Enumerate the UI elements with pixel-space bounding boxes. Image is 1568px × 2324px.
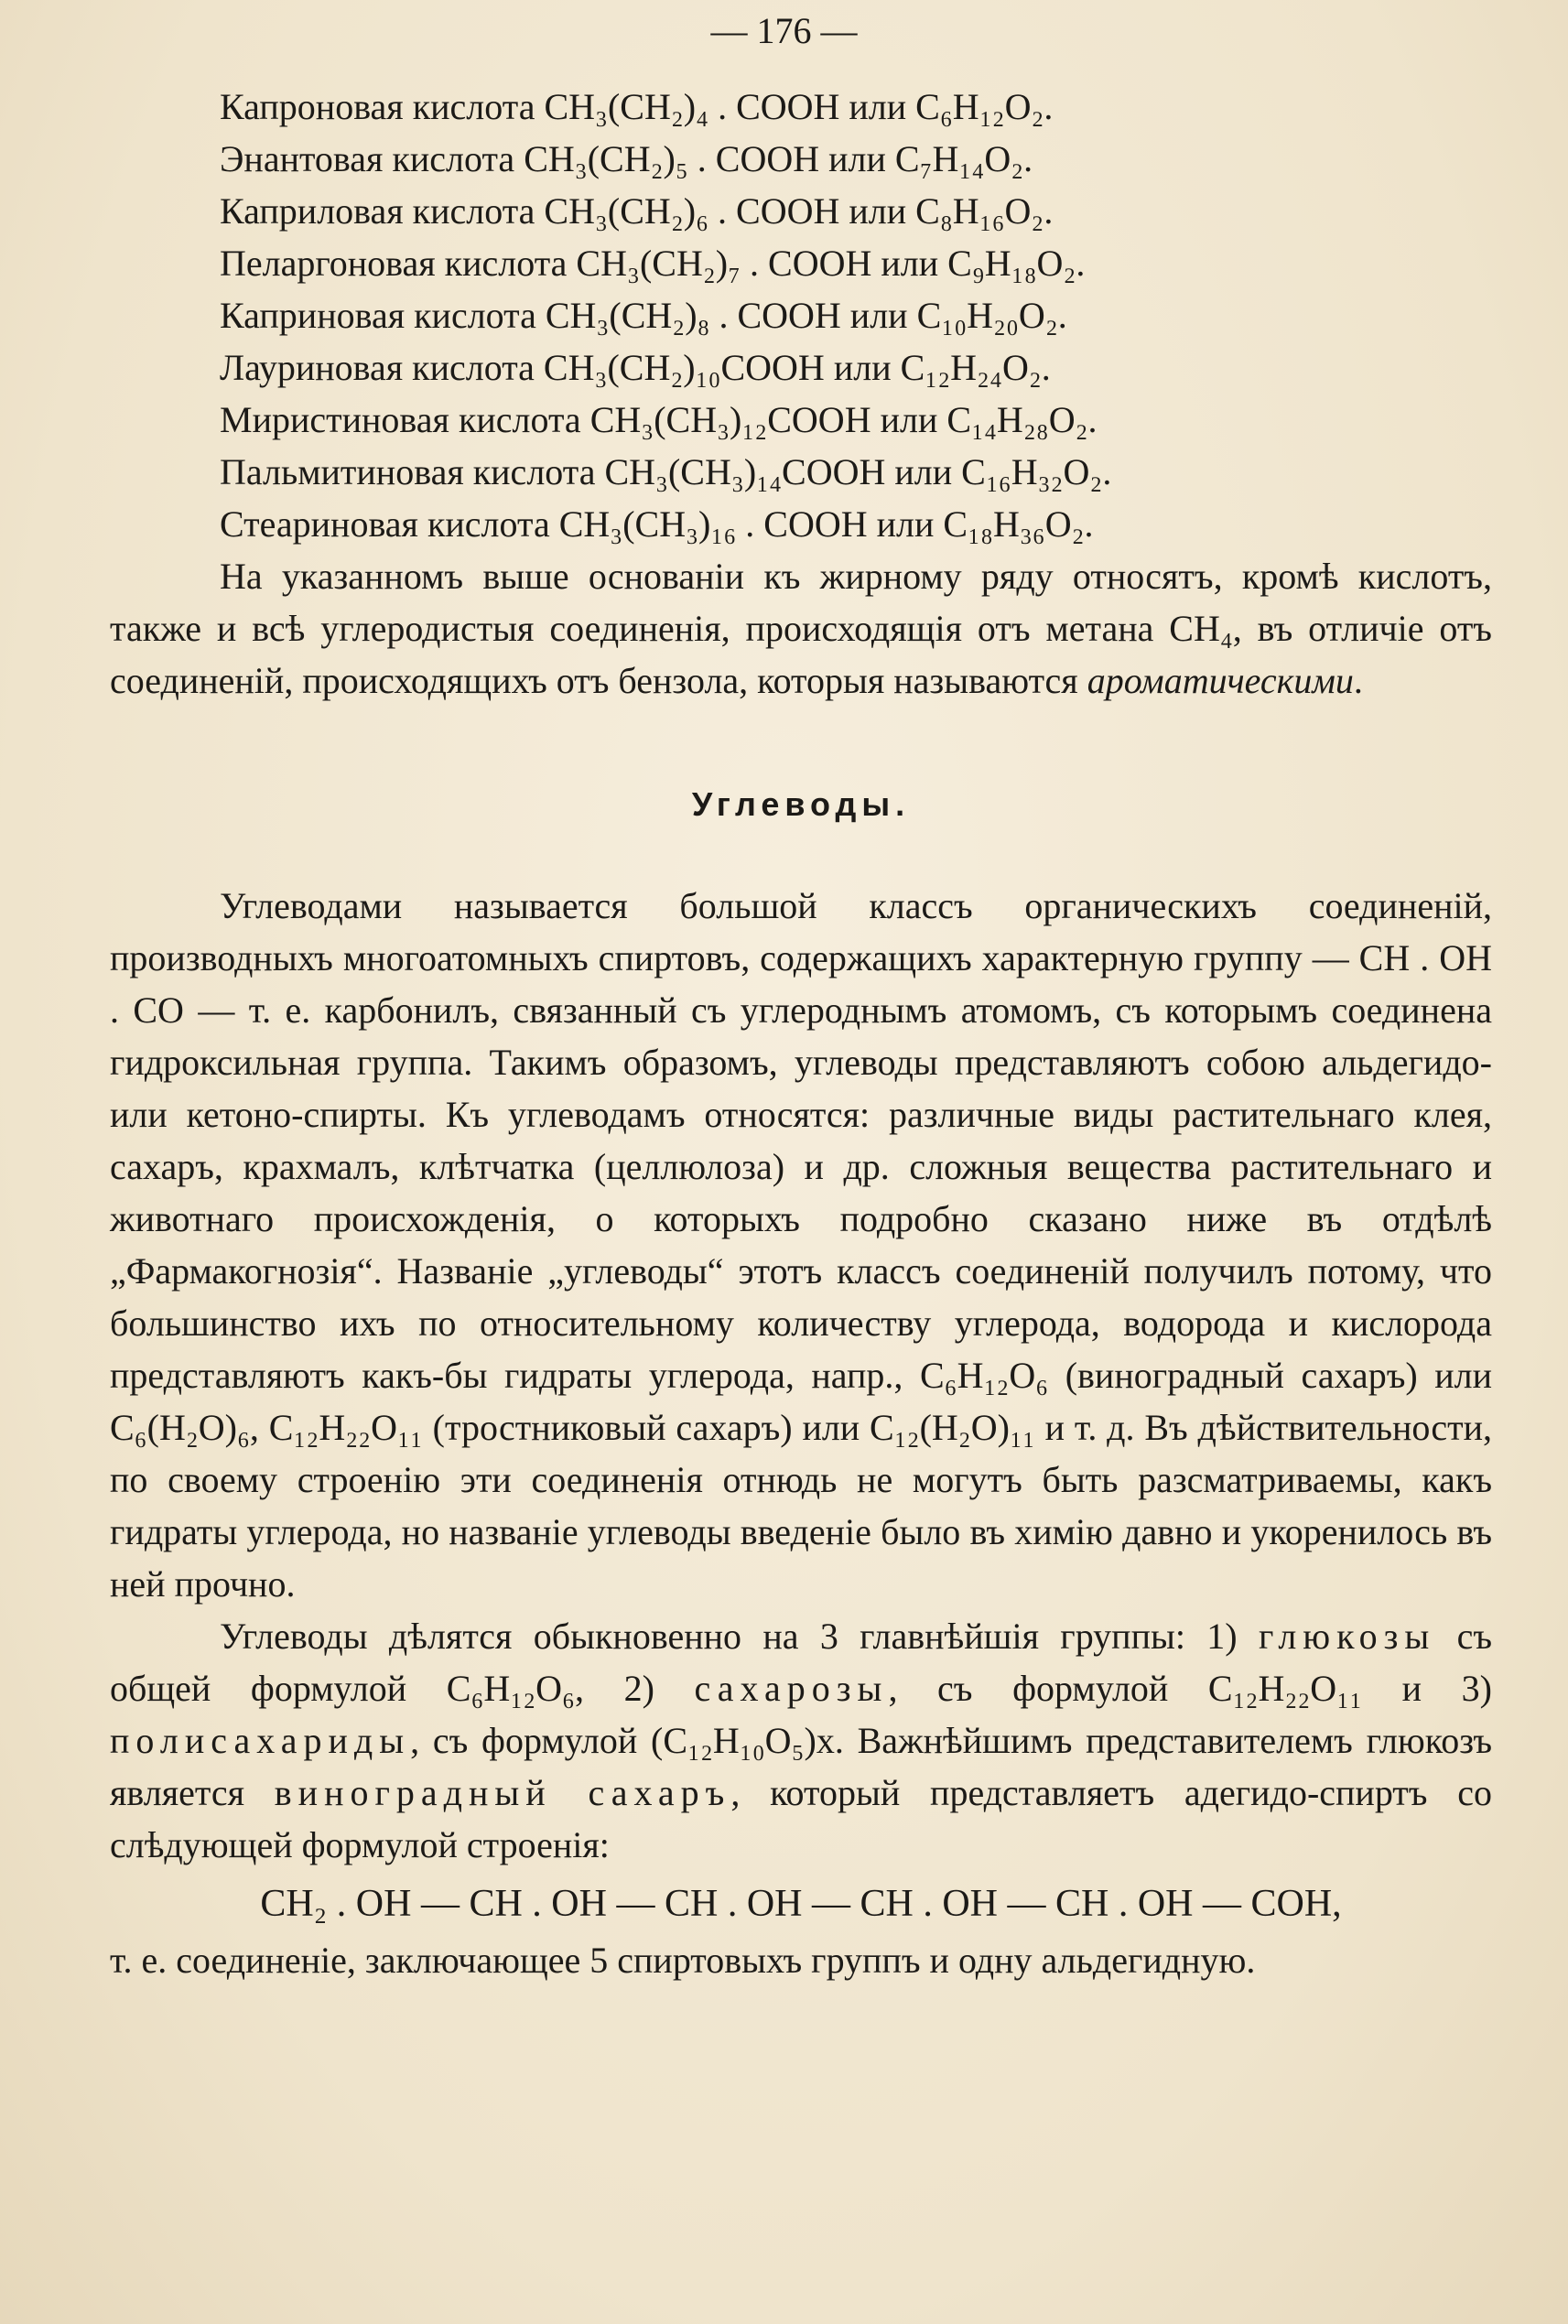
acid-line: Лауриновая кислота CH₃(CH₂)₁₀COOH или C₁₂H₂₄O₂. (220, 347, 1051, 388)
acid-line: Миристиновая кислота CH₃(CH₃)₁₂COOH или C₁₄H₂₈O₂. (220, 399, 1098, 440)
section-heading: Углеводы. (691, 785, 911, 823)
acid-line: Каприновая кислота CH₃(CH₂)₈ . COOH или C₁₀H₂₀O₂. (220, 295, 1067, 336)
paragraph-text: , съ формулой C₁₂H₂₂O₁₁ и 3) (888, 1668, 1492, 1709)
spaced-term: полисахариды (110, 1720, 411, 1761)
acid-line: Энантовая кислота CH₃(CH₂)₅ . COOH или C₇H₁₄O₂. (220, 138, 1033, 179)
paragraph-text: , съ формулой (C₁₂H₁₀O₅)x. Важнѣйшимъ представителемъ глюкозъ является (110, 1720, 1492, 1813)
paragraph-text: съ общей формулой C₆H₁₂O₆, 2) (110, 1616, 1493, 1709)
paragraph-groups (110, 1610, 1492, 1871)
acid-line: Пальмитиновая кислота CH₃(CH₃)₁₄COOH или C₁₆H₃₂O₂. (220, 451, 1112, 492)
paragraph-text: Углеводы дѣлятся обыкновенно на 3 главнѣйшiя группы: 1) (220, 1616, 1259, 1657)
italic-term: ароматическими (1087, 660, 1354, 701)
spaced-term: глюкозы (1258, 1616, 1436, 1657)
paragraph-conclusion: т. е. соединенiе, заключающее 5 спиртовыхъ группъ и одну альдегидную. (110, 1940, 1256, 1981)
acid-line: Стеариновая кислота CH₃(CH₃)₁₆ . COOH или C₁₈H₃₆O₂. (220, 503, 1094, 545)
paragraph-text: На указанномъ выше основанiи къ жирному ряду относятъ, кромѣ кислотъ, также и всѣ углеродистыя соединенiя, происходящiя отъ метана CH₄, въ отличiе отъ соединенiй, происходящихъ отъ бензола, которыя называются (110, 556, 1492, 701)
structural-formula: CH₂ . OH — CH . OH — CH . OH — CH . OH — CH . OH — COH, (260, 1883, 1342, 1925)
spaced-term: виноградный сахаръ (274, 1772, 731, 1813)
page-body (110, 81, 1492, 1986)
acid-line: Пеларгоновая кислота CH₃(CH₂)₇ . COOH или C₉H₁₈O₂. (220, 243, 1086, 284)
acid-line: Капроновая кислота CH₃(CH₂)₄ . COOH или C₆H₁₂O₂. (220, 86, 1054, 127)
paragraph-fatty-series (110, 550, 1492, 707)
paragraph-text: , который представляетъ адегидо-спиртъ со слѣдующей формулой строенiя: (110, 1772, 1492, 1865)
spaced-term: сахарозы (694, 1668, 889, 1709)
page-number: — 176 — (710, 10, 858, 51)
acid-list (220, 81, 1492, 550)
paragraph-end: . (1353, 660, 1363, 701)
paragraph-carbohydrates: Углеводами называется большой классъ органическихъ соединенiй, производныхъ многоатомныхъ спиртовъ, содержащихъ характерную группу — CH . OH . CO — т. е. карбонилъ, связанный съ углероднымъ атомомъ, съ которымъ соединена гидроксильная группа. Такимъ образомъ, углеводы представляютъ собою альдегидо-или кетоно-спирты. Къ углеводамъ относятся: различные виды растительнаго клея, сахаръ, крахмалъ, клѣтчатка (целлюлоза) и др. сложныя вещества растительнаго и животнаго происхожденiя, о которыхъ подробно сказано ниже въ отдѣлѣ „Фармакогнозiя“. Названiе „углеводы“ этотъ классъ соединенiй получилъ потому, что большинство ихъ по относительному количеству углерода, водорода и кислорода представляютъ какъ-бы гидраты углерода, напр., C₆H₁₂O₆ (виноградный сахаръ) или C₆(H₂O)₆, C₁₂H₂₂O₁₁ (тростниковый сахаръ) или C₁₂(H₂O)₁₁ и т. д. Въ дѣйствительности, по своему строенiю эти соединенiя отнюдь не могутъ быть разсматриваемы, какъ гидраты углерода, но названiе углеводы введенiе было въ химiю давно и укоренилось въ ней прочно. (110, 885, 1492, 1605)
acid-line: Каприловая кислота CH₃(CH₂)₆ . COOH или C₈H₁₆O₂. (220, 190, 1054, 232)
